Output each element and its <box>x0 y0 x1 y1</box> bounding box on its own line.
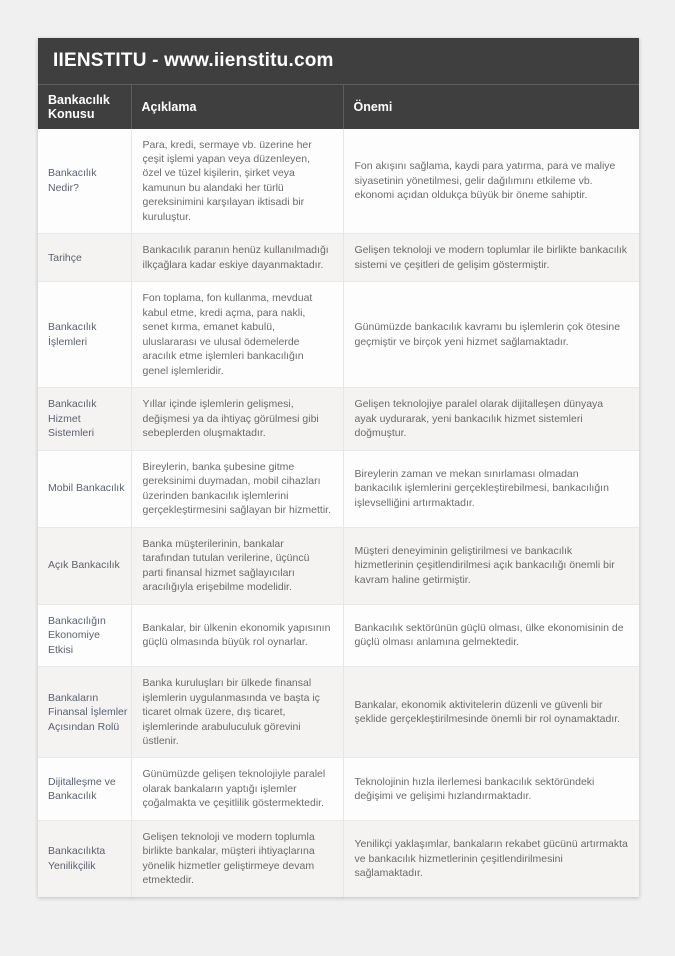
row-onemi-cell: Bankalar, ekonomik aktivitelerin düzenli ve güvenli bir şeklide gerçekleştirilmesinde önemli bir rol oynamaktadır. <box>343 667 639 758</box>
table-row <box>38 129 639 234</box>
column-header-bankacilik-konusu: Bankacılık Konusu <box>38 85 131 129</box>
banking-table <box>38 84 639 897</box>
table-row <box>38 388 639 450</box>
site-title: IIENSTITU - www.iienstitu.com <box>53 50 334 71</box>
row-aciklama-cell: Gelişen teknoloji ve modern toplumla birlikte bankalar, müşteri ihtiyaçlarına yönelik hizmetler geliştirmeye devam etmektedir. <box>131 820 343 896</box>
table-row <box>38 527 639 604</box>
row-aciklama-cell: Bankacılık paranın henüz kullanılmadığı ilkçağlara kadar eskiye dayanmaktadır. <box>131 234 343 282</box>
row-topic-cell: Bankacılığın Ekonomiye Etkisi <box>38 604 131 666</box>
row-onemi-cell: Bireylerin zaman ve mekan sınırlaması olmadan bankacılık işlemlerini gerçekleştirebilmesi, bankacılığın işlevselliğini artırmaktadır. <box>343 450 639 527</box>
row-topic-cell: Bankacılık İşlemleri <box>38 282 131 388</box>
row-aciklama-cell: Bankalar, bir ülkenin ekonomik yapısının güçlü olmasında büyük rol oynarlar. <box>131 604 343 666</box>
row-topic-cell: Mobil Bankacılık <box>38 450 131 527</box>
table-row <box>38 450 639 527</box>
row-topic-cell: Dijitalleşme ve Bankacılık <box>38 758 131 820</box>
row-onemi-cell: Müşteri deneyiminin geliştirilmesi ve bankacılık hizmetlerinin çeşitlendirilmesi açık bankacılığı önemli bir kavram haline getirmiştir. <box>343 527 639 604</box>
row-onemi-cell: Gelişen teknolojiye paralel olarak dijitalleşen dünyaya ayak uydurarak, yeni bankacılık hizmet sistemleri doğmuştur. <box>343 388 639 450</box>
row-aciklama-cell: Günümüzde gelişen teknolojiyle paralel olarak bankaların yaptığı işlemler çoğalmakta ve çeşitlilik göstermektedir. <box>131 758 343 820</box>
row-topic-cell: Bankacılık Hizmet Sistemleri <box>38 388 131 450</box>
row-topic-cell: Bankacılık Nedir? <box>48 167 97 194</box>
row-aciklama-cell: Banka kuruluşları bir ülkede finansal işlemlerin uygulanmasında ve başta iç ticaret olmak üzere, dış ticaret, işlemlerinde arabuluculuk görevini üstlenir. <box>131 667 343 758</box>
row-onemi-cell: Günümüzde bankacılık kavramı bu işlemlerin çok ötesine geçmiştir ve birçok yeni hizmet sağlamaktadır. <box>343 282 639 388</box>
column-header-aciklama: Açıklama <box>131 85 343 129</box>
row-onemi-cell: Bankacılık sektörünün güçlü olması, ülke ekonomisinin de güçlü olması anlamına gelmektedir. <box>343 604 639 666</box>
table-body <box>38 129 639 897</box>
table-row <box>38 758 639 820</box>
row-aciklama-cell: Fon toplama, fon kullanma, mevduat kabul etme, kredi açma, para nakli, senet kırma, emanet kabulü, uluslararası ve ulusal ödemelerde aracılık etme işlemleri bankacılığın genel işlemleridir. <box>131 282 343 388</box>
row-topic-cell: Tarihçe <box>38 234 131 282</box>
row-aciklama-cell: Bireylerin, banka şubesine gitme gereksinimi duymadan, mobil cihazları üzerinden bankacılık işlemlerini gerçekleştirmesini sağlayan bir hizmettir. <box>131 450 343 527</box>
table-row <box>38 282 639 388</box>
site-header <box>38 38 639 84</box>
column-header-onemi: Önemi <box>343 85 639 129</box>
row-topic-cell: Bankaların Finansal İşlemler Açısından Rolü <box>38 667 131 758</box>
row-aciklama-cell: Para, kredi, sermaye vb. üzerine her çeşit işlemi yapan veya düzenleyen, özel ve tüzel kişilerin, şirket veya kamunun bu alandaki her türlü gereksinimini karşılayan iktisadi bir kuruluştur. <box>131 129 343 234</box>
table-row <box>38 234 639 282</box>
row-onemi-cell: Gelişen teknoloji ve modern toplumlar ile birlikte bankacılık sistemi ve çeşitleri de gelişim göstermiştir. <box>343 234 639 282</box>
table-header-row <box>38 85 639 129</box>
row-onemi-cell: Yenilikçi yaklaşımlar, bankaların rekabet gücünü artırmakta ve bankacılık hizmetlerinin çeşitlendirilmesini sağlamaktadır. <box>343 820 639 896</box>
table-row <box>38 667 639 758</box>
row-onemi-cell: Fon akışını sağlama, kaydi para yatırma, para ve maliye siyasetinin yönetilmesi, gelir dağılımını etkileme vb. ekonomi açıdan oldukça büyük bir öneme sahiptir. <box>343 129 639 234</box>
table-row <box>38 604 639 666</box>
row-onemi-cell: Teknolojinin hızla ilerlemesi bankacılık sektöründeki değişimi ve gelişimi hızlandırmaktadır. <box>343 758 639 820</box>
table-row <box>38 820 639 896</box>
row-topic-cell: Açık Bankacılık <box>38 527 131 604</box>
row-topic-cell: Bankacılıkta Yenilikçilik <box>38 820 131 896</box>
content-card <box>38 38 639 897</box>
row-aciklama-cell: Yıllar içinde işlemlerin gelişmesi, değişmesi ya da ihtiyaç görülmesi gibi sebeplerden oluşmaktadır. <box>131 388 343 450</box>
row-aciklama-cell: Banka müşterilerinin, bankalar tarafından tutulan verilerine, üçüncü parti finansal hizmet sağlayıcıları aracılığıyla erişebilme modelidir. <box>131 527 343 604</box>
